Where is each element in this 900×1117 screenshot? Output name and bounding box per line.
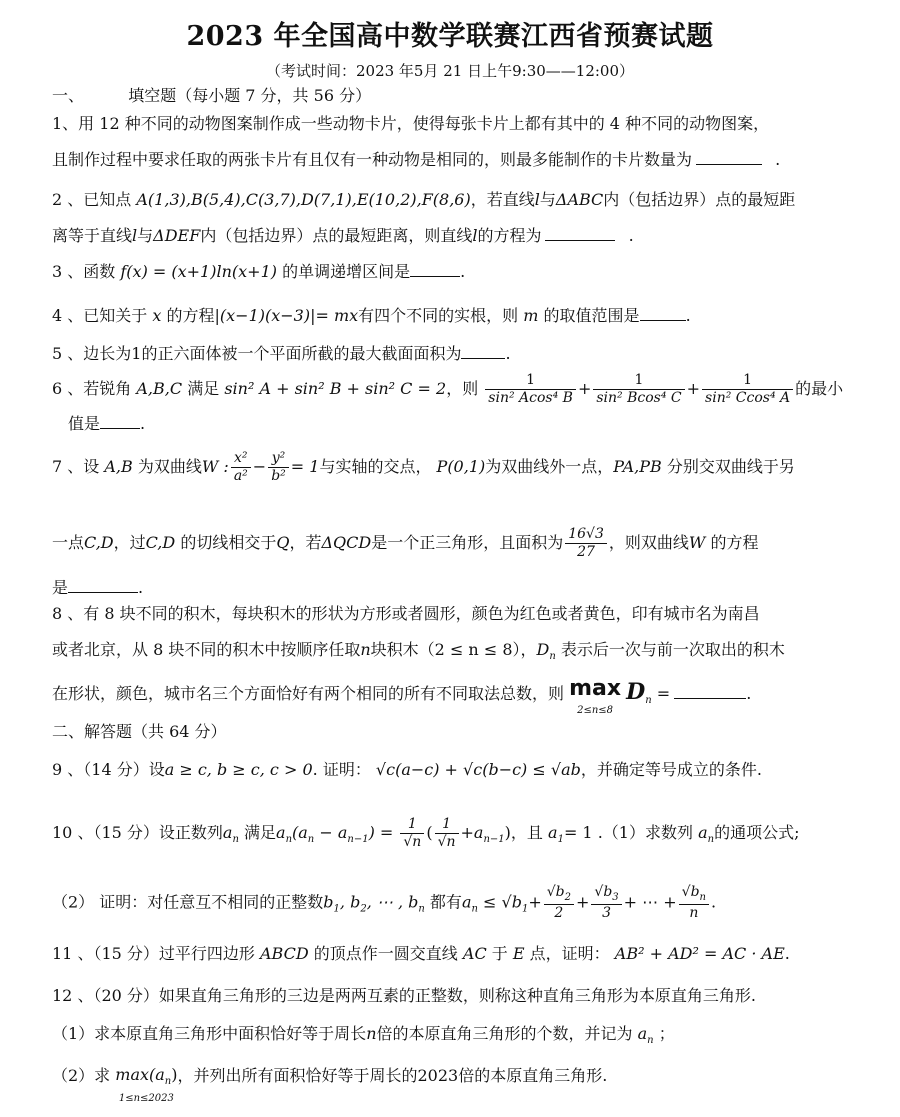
q10-text: 的通项公式; — [714, 822, 800, 842]
q7-text: ，若 — [289, 532, 322, 552]
numerator: 1 — [400, 816, 424, 834]
q3-line — [52, 262, 860, 283]
q11-text: 于 — [491, 944, 508, 963]
leq: ≤ √b — [477, 892, 522, 912]
denominator: 27 — [577, 543, 595, 560]
exam-time: （考试时间：2023 年5月 21 日上午9:30——12:00） — [265, 62, 635, 80]
triangle-abc: ΔABC — [555, 190, 604, 209]
numerator: y² — [268, 450, 289, 468]
q3-text: 3 、函数 — [52, 262, 116, 281]
subscript: n — [164, 1076, 172, 1088]
fraction — [591, 884, 621, 922]
var-n: n — [360, 640, 371, 659]
q2-text: 内（包括边界）点的最短距 — [603, 190, 796, 209]
q6-text: 的最小 — [795, 378, 844, 398]
q6-line-1 — [52, 372, 860, 407]
fraction — [544, 884, 574, 922]
max-expr: max(a — [115, 1065, 165, 1084]
punct: . — [628, 226, 634, 245]
q10-text: 都有 — [429, 892, 462, 912]
subscript: 2 — [564, 891, 571, 903]
q8-text: 在形状，颜色，城市名三个方面恰好有两个相同的所有不同取法总数，则 — [52, 684, 565, 703]
punct: . — [784, 944, 790, 963]
seq-a: a — [461, 892, 472, 912]
fraction — [702, 372, 793, 407]
point-p: P(0,1) — [436, 456, 486, 476]
q10-text: 满足 — [244, 822, 277, 842]
section-2-heading — [52, 722, 860, 743]
answer-blank — [100, 414, 140, 429]
fraction — [679, 884, 709, 922]
q7-text: 是 — [52, 578, 69, 597]
q6-text: 6 、若锐角 — [52, 378, 132, 398]
line-l: l — [534, 190, 540, 209]
q10-text: （2） 证明：对任意互不相同的正整数 — [52, 892, 324, 912]
denominator: 3 — [602, 904, 611, 921]
seq-a: a — [222, 822, 233, 842]
denominator: sin² Ccos⁴ A — [705, 389, 791, 406]
punct: . — [685, 306, 691, 325]
var-m: m — [523, 306, 539, 325]
q4-equation: |(x−1)(x−3)|= mx — [214, 306, 359, 325]
denominator: √n — [437, 833, 456, 850]
punct: . — [775, 150, 781, 169]
subscript: n−1 — [483, 833, 505, 845]
subscript: n — [285, 833, 293, 845]
subscript: n — [647, 1035, 654, 1047]
subscript: n — [549, 651, 556, 663]
q7-text: 为双曲线外一点， — [485, 456, 614, 476]
seq-b: , b — [339, 892, 361, 912]
q2-text: 内（包括边界）点的最短距离，则直线 — [200, 226, 473, 245]
q7-text: 分别交双曲线于另 — [666, 456, 795, 476]
seq-a: +a — [460, 822, 484, 842]
answer-blank — [545, 226, 615, 241]
paren: ) — [504, 822, 511, 842]
q2-text: 与 — [539, 190, 556, 209]
q11-text: 点，证明： — [529, 944, 610, 963]
q6-text: ，则 — [446, 378, 479, 398]
denominator: sin² Bcos⁴ C — [596, 389, 682, 406]
plus: + — [528, 892, 542, 912]
section-number: 一、 — [52, 86, 85, 105]
q6-vars: A,B,C — [136, 378, 183, 398]
parallelogram-abcd: ABCD — [260, 944, 309, 963]
numerator — [591, 884, 621, 905]
q10-line-1 — [52, 816, 860, 851]
q1-line-2 — [52, 150, 860, 171]
sqrt-b: √b — [546, 884, 565, 900]
q7-text: 的切线相交于 — [180, 532, 277, 552]
q3-text: 的单调递增区间是 — [282, 262, 411, 281]
q9-text: . 证明： — [312, 760, 371, 779]
q12-text: ； — [658, 1024, 675, 1043]
q12-text: ，并列出所有面积恰好等于周长的2023倍的本原直角三角形. — [177, 1066, 608, 1085]
page-title: 2023 年全国高中数学联赛江西省预赛试题 — [186, 21, 714, 52]
q2-text: 的方程为 — [477, 226, 542, 245]
q2-text: ，若直线 — [470, 190, 535, 209]
denominator: b² — [271, 467, 286, 484]
subscript: 1 — [333, 903, 340, 915]
equals: = — [656, 684, 671, 703]
q1-text: 且制作过程中要求任取的两张卡片有且仅有一种动物是相同的，则最多能制作的卡片数量为 — [52, 150, 693, 169]
seq-a: a — [276, 822, 286, 842]
seq-b: b — [323, 892, 334, 912]
paren: ( — [426, 822, 433, 842]
ellipsis: + ⋯ + — [623, 892, 677, 912]
fraction — [400, 816, 424, 851]
seq-a: a — [637, 1024, 648, 1043]
denominator: n — [689, 904, 699, 921]
numerator: 1 — [702, 372, 793, 390]
section-title: 解答题（共 64 分） — [84, 722, 227, 741]
q12-line-3 — [52, 1066, 860, 1105]
q9-line — [52, 760, 860, 781]
section-1-heading — [52, 86, 860, 107]
q12-line-1: 12 、（20 分）如果直角三角形的三边是两两互素的正整数，则称这种直角三角形为本原直角三角形. — [52, 986, 756, 1005]
equals: ) = — [368, 822, 394, 842]
numerator: 1 — [485, 372, 576, 390]
answer-blank — [68, 578, 138, 593]
points-cd: C,D — [84, 532, 114, 552]
subscript: 1 — [557, 833, 564, 845]
q11-line — [52, 944, 860, 965]
lines-pa-pb: PA,PB — [613, 456, 662, 476]
q8-text: 块积木（2 ≤ n ≤ 8）， — [370, 640, 537, 659]
q6-text: 值是 — [68, 414, 101, 433]
line-ac: AC — [462, 944, 487, 963]
q7-text: 是一个正三角形，且面积为 — [371, 532, 564, 552]
subscript: n — [232, 833, 239, 845]
q2-line-1 — [52, 190, 860, 211]
q11-text: 11 、（15 分）过平行四边形 — [52, 944, 255, 963]
q6-condition: sin² A + sin² B + sin² C = 2 — [224, 378, 447, 398]
q8-line-3 — [52, 678, 860, 716]
max-word: max — [569, 676, 622, 701]
q5-line — [52, 344, 860, 365]
seq-b: , ⋯ , b — [366, 892, 419, 912]
max-range: 1≤n≤2023 — [118, 1093, 174, 1105]
section-title: 填空题（每小题 7 分，共 56 分） — [128, 86, 372, 105]
q4-text: 的方程 — [166, 306, 215, 325]
equals-one: = 1 — [290, 456, 320, 476]
q7-line-1 — [52, 450, 860, 485]
q2-text: 与 — [137, 226, 154, 245]
denominator: a² — [233, 467, 248, 484]
q7-text: 与实轴的交点， — [319, 456, 432, 476]
q9-inequality: √c(a−c) + √c(b−c) ≤ √ab — [375, 760, 581, 779]
fraction — [268, 450, 289, 485]
q12-text: 倍的本原直角三角形的个数，并记为 — [376, 1024, 633, 1043]
numerator — [679, 884, 709, 905]
q8-line-2 — [52, 640, 860, 663]
subscript: 2 — [360, 903, 367, 915]
q5-text: 5 、边长为1的正六面体被一个平面所截的最大截面面积为 — [52, 344, 462, 363]
seq-a: a — [698, 822, 708, 842]
q1-line-1: 1、用 12 种不同的动物图案制作成一些动物卡片，使得每张卡片上都有其中的 4 种不同的动物图案， — [52, 114, 770, 133]
subscript: n — [418, 903, 425, 915]
line-l: l — [132, 226, 138, 245]
q7-line-3 — [52, 578, 860, 599]
denominator: sin² Acos⁴ B — [488, 389, 573, 406]
subscript: 3 — [612, 891, 619, 903]
points-cd: C,D — [145, 532, 176, 552]
answer-blank — [640, 306, 686, 321]
q7-text: 为双曲线 — [137, 456, 202, 476]
q9-text: ，并确定等号成立的条件. — [580, 760, 762, 779]
seq-a: − a — [314, 822, 348, 842]
subscript: 1 — [521, 903, 529, 915]
sqrt-b: √b — [594, 884, 613, 900]
triangle-qcd: ΔQCD — [321, 532, 372, 552]
denominator: 2 — [554, 904, 564, 921]
punct: . — [711, 892, 717, 912]
subscript: n — [471, 903, 478, 915]
punct: . — [460, 262, 466, 281]
q12-text: （2）求 — [52, 1066, 111, 1085]
q4-line — [52, 306, 860, 327]
hyperbola-w: W — [688, 532, 706, 552]
q2-line-2 — [52, 226, 860, 247]
plus: + — [577, 378, 592, 398]
fraction — [231, 450, 251, 485]
max-operator — [569, 678, 621, 716]
subscript: n−1 — [347, 833, 369, 845]
q10-text: = 1 .（1）求数列 — [563, 822, 693, 842]
q10-text: 10 、（15 分）设正数列 — [52, 822, 223, 842]
subscript: n — [707, 833, 715, 845]
q7-text: 7 、设 — [52, 456, 100, 476]
q4-text: 的取值范围是 — [543, 306, 640, 325]
minus: − — [252, 456, 267, 476]
fraction — [565, 526, 607, 561]
punct: . — [138, 578, 144, 597]
numerator — [544, 884, 574, 905]
hyperbola-w: W : — [201, 456, 229, 476]
subscript: n — [699, 891, 706, 903]
q11-equation: AB² + AD² = AC · AE — [614, 944, 785, 963]
var-x: x — [152, 306, 162, 325]
fraction — [435, 816, 459, 851]
numerator: x² — [231, 450, 251, 468]
punct: . — [505, 344, 511, 363]
q6-text: 满足 — [187, 378, 220, 398]
q4-text: 有四个不同的实根，则 — [358, 306, 519, 325]
q2-points: A(1,3),B(5,4),C(3,7),D(7,1),E(10,2),F(8,6) — [136, 190, 471, 209]
q9-condition: a ≥ c, b ≥ c, c > 0 — [164, 760, 313, 779]
var-d: D — [536, 640, 550, 659]
q7-text: 的方程 — [710, 532, 759, 552]
q7-line-2 — [52, 526, 860, 561]
seq-a: (a — [292, 822, 308, 842]
punct: . — [140, 414, 146, 433]
line-l: l — [472, 226, 478, 245]
plus: + — [686, 378, 701, 398]
q4-text: 4 、已知关于 — [52, 306, 148, 325]
point-q: Q — [276, 532, 290, 552]
answer-blank — [410, 262, 460, 277]
q7-points: A,B — [104, 456, 133, 476]
section-number: 二、 — [52, 722, 85, 741]
seq-a: a — [548, 822, 558, 842]
point-e: E — [512, 944, 525, 963]
q10-text: ，且 — [510, 822, 543, 842]
q6-line-2 — [68, 414, 860, 435]
subscript: n — [645, 695, 652, 707]
q2-text: 离等于直线 — [52, 226, 133, 245]
numerator: 1 — [593, 372, 684, 390]
sqrt-b: √b — [681, 884, 700, 900]
q7-text: ，过 — [113, 532, 146, 552]
paren: ) — [171, 1065, 178, 1084]
numerator: 1 — [435, 816, 459, 834]
fraction — [593, 372, 684, 407]
numerator: 16√3 — [565, 526, 607, 544]
q12-line-2 — [52, 1024, 860, 1047]
q9-text: 9 、（14 分）设 — [52, 760, 165, 779]
max-operator — [115, 1066, 177, 1105]
max-range: 2≤n≤8 — [577, 705, 614, 716]
plus: + — [576, 892, 590, 912]
q7-text: 一点 — [52, 532, 85, 552]
punct: . — [746, 684, 752, 703]
q2-text: 2 、已知点 — [52, 190, 132, 209]
q8-text: 或者北京，从 8 块不同的积木中按顺序任取 — [52, 640, 361, 659]
var-n: n — [366, 1024, 377, 1043]
q3-function: f(x) = (x+1)ln(x+1) — [120, 262, 277, 281]
q10-line-2 — [52, 884, 860, 922]
triangle-def: ΔDEF — [153, 226, 201, 245]
subscript: n — [307, 833, 315, 845]
q12-text: （1）求本原直角三角形中面积恰好等于周长 — [52, 1024, 367, 1043]
fraction — [485, 372, 576, 407]
q8-text: 表示后一次与前一次取出的积木 — [560, 640, 785, 659]
answer-blank — [696, 150, 762, 165]
var-d: D — [626, 679, 646, 705]
q11-text: 的顶点作一圆交直线 — [313, 944, 458, 963]
q7-text: ，则双曲线 — [608, 532, 689, 552]
answer-blank — [674, 684, 746, 699]
q8-line-1: 8 、有 8 块不同的积木，每块积木的形状为方形或者圆形，颜色为红色或者黄色，印有城市名为南昌 — [52, 604, 760, 623]
answer-blank — [461, 344, 505, 359]
denominator: √n — [403, 833, 422, 850]
